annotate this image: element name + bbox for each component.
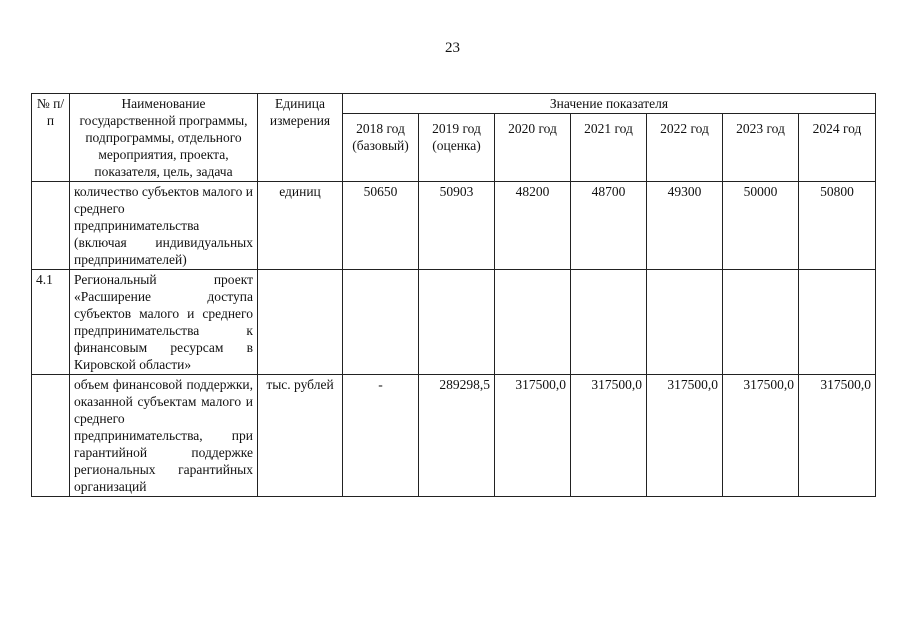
row-unit-cell [258, 270, 343, 375]
row-unit-cell: тыс. рублей [258, 375, 343, 497]
row-value-cell [495, 270, 571, 375]
row-num-cell [32, 182, 70, 270]
header-name-cell: Наименование государственной программы, подпрограммы, отдельного мероприятия, проекта, показателя, цель, задача [70, 94, 258, 182]
row-value-cell [343, 270, 419, 375]
row-value-cell: 317500,0 [799, 375, 876, 497]
header-year-cell: 2020 год [495, 114, 571, 182]
row-value-cell: 317500,0 [571, 375, 647, 497]
row-value-cell [647, 270, 723, 375]
header-num-cell: № п/п [32, 94, 70, 182]
header-year-cell: 2024 год [799, 114, 876, 182]
row-value-cell [799, 270, 876, 375]
row-value-cell: 317500,0 [495, 375, 571, 497]
header-year-cell: 2018 год (базовый) [343, 114, 419, 182]
row-name-cell: Региональный проект «Расширение доступа субъектов малого и среднего предпринимательства к финансовым ресурсам в Кировской области» [70, 270, 258, 375]
row-name-cell: объем финансовой поддержки, оказанной субъектам малого и среднего предпринимательства, при гарантийной поддержке региональных гарантийных организаций [70, 375, 258, 497]
row-num-cell: 4.1 [32, 270, 70, 375]
row-value-cell [723, 270, 799, 375]
header-year-cell: 2022 год [647, 114, 723, 182]
row-value-cell: 317500,0 [723, 375, 799, 497]
header-year-cell: 2019 год (оценка) [419, 114, 495, 182]
row-num-cell [32, 375, 70, 497]
header-row-1 [32, 94, 876, 114]
row-value-cell: 48200 [495, 182, 571, 270]
table-row [32, 182, 876, 270]
row-value-cell: 50903 [419, 182, 495, 270]
table-row [32, 270, 876, 375]
row-value-cell: - [343, 375, 419, 497]
header-year-cell: 2023 год [723, 114, 799, 182]
row-value-cell: 48700 [571, 182, 647, 270]
header-unit-cell: Единица измерения [258, 94, 343, 182]
row-unit-cell: единиц [258, 182, 343, 270]
row-value-cell [419, 270, 495, 375]
row-value-cell [571, 270, 647, 375]
indicator-table [31, 93, 876, 497]
header-value-group-cell: Значение показателя [343, 94, 876, 114]
row-value-cell: 289298,5 [419, 375, 495, 497]
row-value-cell: 317500,0 [647, 375, 723, 497]
row-value-cell: 50800 [799, 182, 876, 270]
row-value-cell: 49300 [647, 182, 723, 270]
row-value-cell: 50650 [343, 182, 419, 270]
header-year-cell: 2021 год [571, 114, 647, 182]
row-value-cell: 50000 [723, 182, 799, 270]
row-name-cell: количество субъектов малого и среднего предпринимательства (включая индивидуальных предпринимателей) [70, 182, 258, 270]
page-number: 23 [445, 40, 460, 56]
table-row [32, 375, 876, 497]
